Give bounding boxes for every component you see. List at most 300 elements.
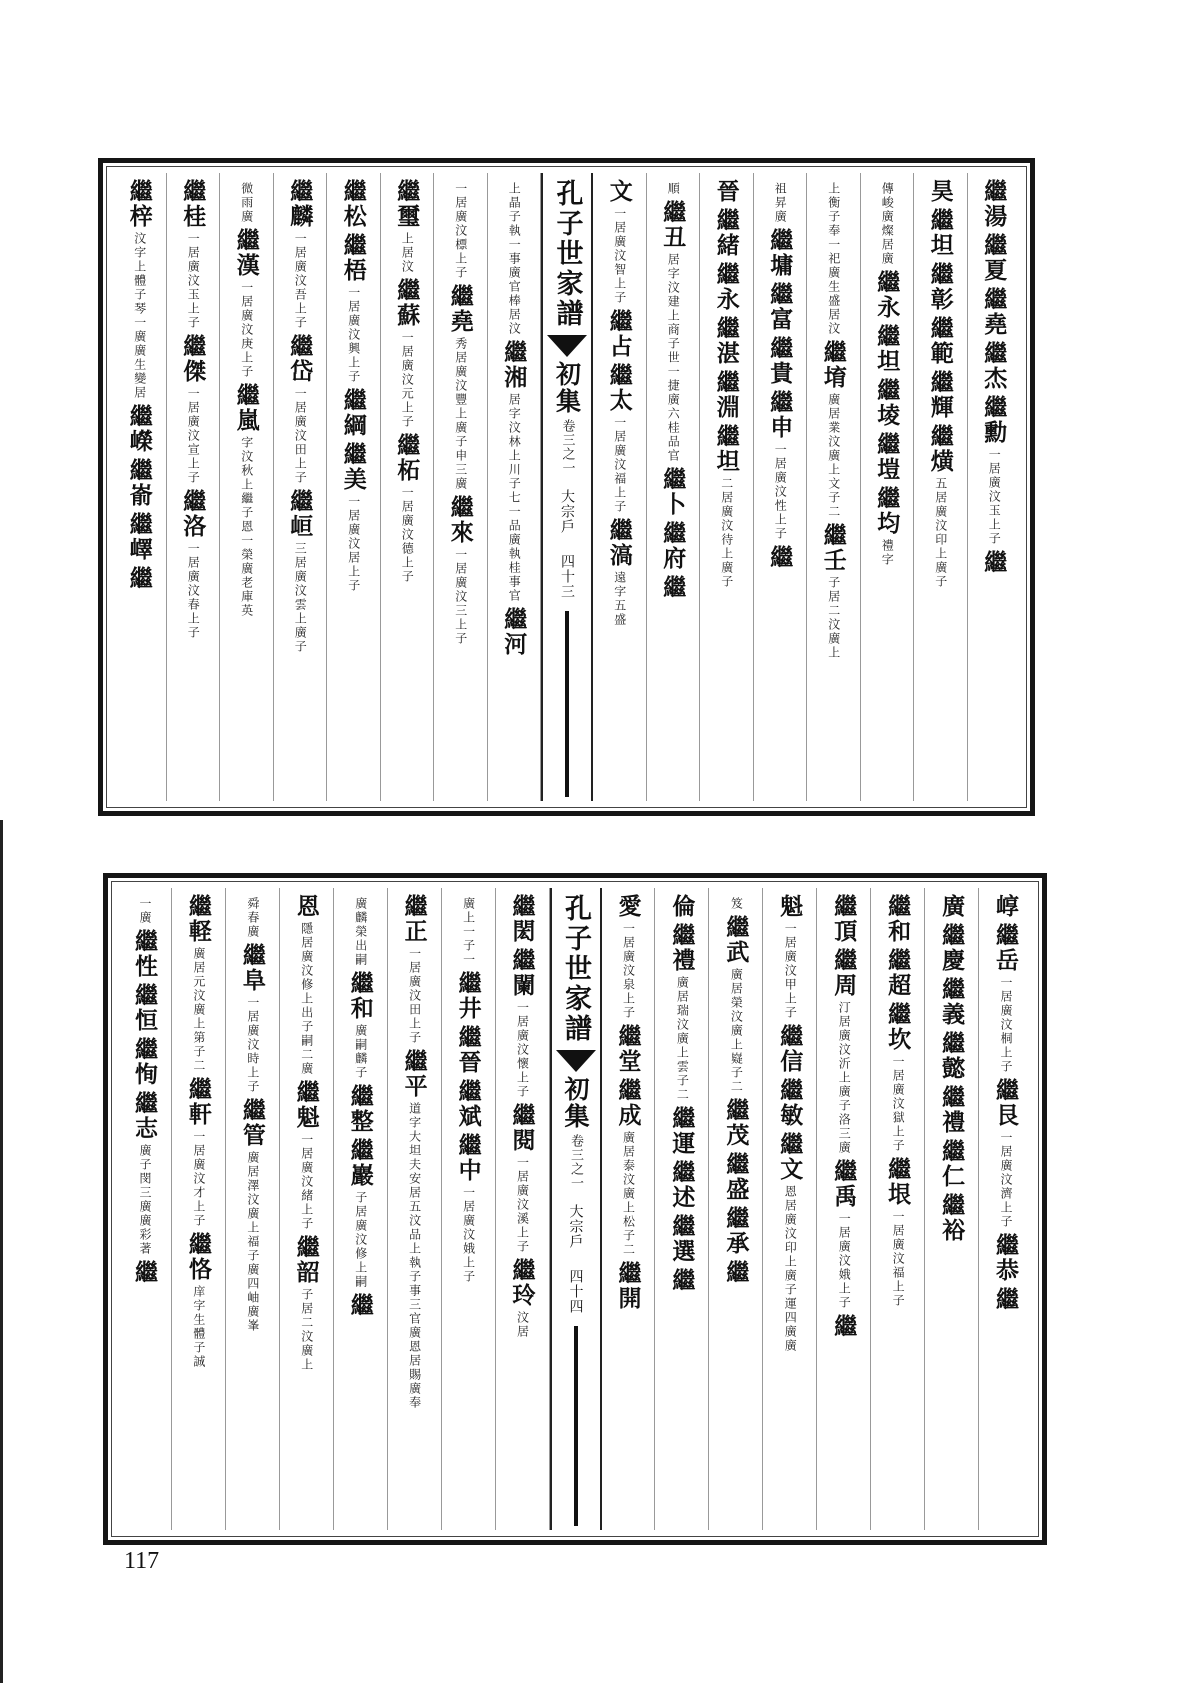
genealogy-column-right-3	[861, 173, 915, 801]
page-number: 117	[124, 1548, 160, 1574]
person-name: 繼夏	[980, 233, 1008, 283]
person-annotation: 道字大坦夫安居五汶品上執子事三官廣恩居賜廣奉	[407, 1102, 422, 1410]
person-name: 繼卜	[659, 467, 687, 517]
person-name: 繼緒	[712, 208, 740, 258]
person-name: 繼堯	[980, 287, 1008, 337]
person-annotation: 庠字生體子誠	[191, 1285, 206, 1369]
person-name: 繼垠	[884, 1157, 912, 1207]
person-annotation: 一居廣汶濟上子	[999, 1131, 1014, 1229]
genealogy-entry	[446, 495, 474, 646]
genealogy-entry	[506, 179, 521, 336]
genealogy-entry	[992, 1287, 1020, 1312]
genealogy-column-right-1	[979, 888, 1032, 1530]
person-name: 繼淵	[712, 370, 740, 420]
person-annotation: 一居廣汶才上子	[191, 1130, 206, 1228]
book-title: 孔子世家譜	[560, 894, 591, 1044]
person-name: 繼禮	[668, 923, 696, 973]
person-name: 繼岳	[992, 923, 1020, 973]
genealogy-entry	[232, 383, 260, 618]
person-name: 繼坦	[712, 424, 740, 474]
person-name: 繼河	[500, 607, 528, 657]
person-annotation: 一居廣汶春上子	[186, 542, 201, 640]
genealogy-column-right-6	[700, 173, 754, 801]
person-annotation: 廣居泰汶廣上松子二	[621, 1131, 636, 1257]
genealogy-entry	[232, 228, 260, 379]
genealogy-entry	[980, 233, 1008, 283]
person-name: 繼墉	[766, 228, 794, 278]
genealogy-entry	[884, 1002, 912, 1153]
person-name: 繼閎	[508, 894, 536, 944]
genealogy-entry	[346, 1138, 374, 1289]
person-name: 繼湛	[712, 316, 740, 366]
person-annotation: 二居廣汶待上廣子	[719, 477, 734, 589]
genealogy-entry	[722, 915, 750, 1094]
person-name: 繼整	[346, 1084, 374, 1134]
genealogy-entry	[766, 390, 794, 541]
genealogy-entry	[353, 894, 368, 967]
person-annotation: 秀居廣汶豐上廣子申三廣	[453, 337, 468, 491]
person-name: 繼性	[130, 929, 158, 979]
person-name: 愛	[614, 894, 642, 919]
person-name: 繼成	[614, 1078, 642, 1128]
person-name: 繼	[766, 545, 794, 570]
genealogy-leaf-top	[98, 158, 1035, 816]
genealogy-entry	[605, 518, 633, 627]
person-annotation: 一廣	[137, 897, 152, 925]
person-name: 繼丑	[659, 200, 687, 250]
genealogy-entry	[339, 233, 367, 384]
person-name: 繼富	[766, 282, 794, 332]
person-name: 繼玲	[508, 1258, 536, 1308]
genealogy-entry	[992, 1233, 1020, 1283]
person-name: 繼斌	[454, 1079, 482, 1129]
person-annotation: 一居廣汶甲上子	[783, 922, 798, 1020]
genealogy-entry	[454, 1025, 482, 1075]
genealogy-column-left-1	[496, 888, 550, 1530]
genealogy-entry	[454, 1133, 482, 1284]
genealogy-column-left-8	[118, 888, 172, 1530]
person-name: 繼晉	[454, 1025, 482, 1075]
genealogy-entry	[879, 179, 894, 266]
leaf-number: 四十三	[559, 554, 575, 599]
person-name: 繼嶧	[125, 512, 153, 562]
genealogy-entry	[980, 395, 1008, 546]
person-name: 繼坦	[873, 324, 901, 374]
person-name: 繼武	[722, 915, 750, 965]
genealogy-entry	[184, 1077, 212, 1228]
person-annotation: 一居廣汶興上子	[346, 286, 361, 384]
person-annotation: 一居廣汶德上子	[400, 486, 415, 584]
center-bar	[565, 611, 569, 797]
genealogy-entry	[614, 894, 642, 1020]
center-bar	[574, 1326, 578, 1526]
person-annotation: 一居廣汶田上子	[407, 947, 422, 1045]
genealogy-entry	[873, 270, 901, 320]
genealogy-entry	[292, 1080, 320, 1231]
genealogy-entry	[938, 923, 966, 973]
person-name: 繼湘	[500, 340, 528, 390]
person-annotation: 字汶秋上繼子恩一榮廣老庫英	[239, 436, 254, 618]
person-name: 繼輝	[926, 370, 954, 420]
person-annotation: 汶字上體子琴一廣廣生變居	[132, 232, 147, 400]
person-name: 恩	[292, 894, 320, 919]
person-name: 繼堯	[446, 284, 474, 334]
genealogy-column-right-1	[968, 173, 1021, 801]
genealogy-entry	[776, 1078, 804, 1128]
person-name: 繼和	[884, 894, 912, 944]
genealogy-entry	[728, 894, 743, 911]
person-name: 繼岱	[286, 334, 314, 384]
center-margin	[550, 888, 602, 1530]
genealogy-entry	[393, 179, 421, 274]
genealogy-entry	[245, 894, 260, 939]
genealogy-column-left-4	[327, 173, 381, 801]
person-name: 繼傑	[179, 334, 207, 384]
person-annotation: 一居廣汶桐上子	[999, 976, 1014, 1074]
person-name: 繼懿	[938, 1031, 966, 1081]
fishtail-mark	[547, 335, 587, 357]
person-annotation: 一居廣汶福上子	[612, 416, 627, 514]
genealogy-entry	[884, 948, 912, 998]
genealogy-column-right-5	[754, 173, 808, 801]
genealogy-entry	[766, 228, 794, 278]
person-name: 繼桂	[179, 179, 207, 229]
genealogy-entry	[980, 287, 1008, 337]
person-name: 繼艮	[992, 1078, 1020, 1128]
genealogy-column-left-5	[274, 173, 328, 801]
genealogy-entry	[393, 433, 421, 584]
genealogy-entry	[292, 894, 320, 1076]
person-annotation: 子居二汶廣上	[299, 1288, 314, 1372]
person-name: 繼承	[722, 1206, 750, 1256]
person-name: 繼開	[614, 1261, 642, 1311]
genealogy-entry	[508, 1258, 536, 1339]
person-annotation: 一居廣汶宣上子	[186, 387, 201, 485]
person-name: 繼蘇	[393, 278, 421, 328]
genealogy-entry	[179, 179, 207, 330]
bottom-columns	[118, 888, 1032, 1530]
genealogy-entry	[722, 1152, 750, 1202]
person-name: 繼	[668, 1268, 696, 1293]
person-name: 繼堂	[614, 1024, 642, 1074]
person-annotation: 廣居澤汶廣上福子廣四岫廣峯	[245, 1151, 260, 1333]
person-annotation: 一居廣汶庚上子	[239, 281, 254, 379]
genealogy-column-right-6	[709, 888, 763, 1530]
genealogy-entry	[393, 278, 421, 429]
genealogy-entry	[873, 324, 901, 374]
person-name: 崞	[992, 894, 1020, 919]
person-name: 繼中	[454, 1133, 482, 1183]
person-name: 繼梓	[125, 179, 153, 229]
person-name: 繼峘	[286, 489, 314, 539]
person-annotation: 順	[666, 182, 681, 196]
genealogy-column-left-4	[334, 888, 388, 1530]
person-name: 繼堉	[819, 340, 847, 390]
genealogy-entry	[508, 948, 536, 1099]
genealogy-entry	[668, 1268, 696, 1293]
genealogy-column-right-7	[655, 888, 709, 1530]
person-name: 繼信	[776, 1024, 804, 1074]
person-name: 繼義	[938, 977, 966, 1027]
person-annotation: 一居廣汶娥上子	[837, 1212, 852, 1310]
genealogy-entry	[776, 1024, 804, 1074]
person-name: 繼選	[668, 1214, 696, 1264]
person-annotation: 遠字五盛	[612, 571, 627, 627]
person-annotation: 微雨廣	[239, 182, 254, 224]
genealogy-entry	[286, 489, 314, 654]
person-annotation: 一居廣汶懷上子	[515, 1001, 530, 1099]
person-annotation: 一居廣汶智上子	[612, 207, 627, 305]
person-annotation: 一居廣汶泉上子	[621, 922, 636, 1020]
genealogy-entry	[130, 1091, 158, 1256]
person-name: 繼梧	[339, 233, 367, 283]
genealogy-column-right-8	[602, 888, 656, 1530]
person-name: 繼	[346, 1293, 374, 1318]
genealogy-entry	[286, 334, 314, 485]
person-name: 繼和	[346, 971, 374, 1021]
genealogy-column-right-3	[871, 888, 925, 1530]
genealogy-entry	[130, 1260, 158, 1285]
person-name: 繼綱	[339, 388, 367, 438]
person-annotation: 一居廣汶娥上子	[461, 1186, 476, 1284]
genealogy-entry	[992, 923, 1020, 1074]
genealogy-entry	[238, 943, 266, 1094]
genealogy-entry	[873, 432, 901, 482]
person-annotation: 廣居榮汶廣上嶷子二	[729, 968, 744, 1094]
person-name: 繼恒	[130, 983, 158, 1033]
person-name: 繼慶	[938, 923, 966, 973]
genealogy-entry	[766, 336, 794, 386]
volume-label: 初集	[561, 1076, 590, 1130]
person-name: 繼敏	[776, 1078, 804, 1128]
person-annotation: 上居汶	[400, 232, 415, 274]
genealogy-entry	[992, 1078, 1020, 1229]
person-name: 繼	[125, 566, 153, 591]
person-name: 繼松	[339, 179, 367, 229]
genealogy-entry	[668, 1214, 696, 1264]
person-annotation: 子居二汶廣上	[826, 576, 841, 660]
genealogy-entry	[500, 340, 528, 603]
person-annotation: 一居廣汶福上子	[891, 1210, 906, 1308]
person-annotation: 一居廣汶吾上子	[293, 232, 308, 330]
genealogy-column-left-7	[167, 173, 221, 801]
genealogy-entry	[614, 1261, 642, 1311]
person-name: 繼軽	[184, 894, 212, 944]
person-name: 繼坎	[884, 1002, 912, 1052]
top-columns	[113, 173, 1020, 801]
genealogy-entry	[938, 894, 966, 919]
genealogy-entry	[659, 200, 687, 463]
genealogy-entry	[614, 1024, 642, 1074]
person-name: 繼坦	[926, 208, 954, 258]
person-name: 魁	[776, 894, 804, 919]
genealogy-entry	[238, 1098, 266, 1333]
genealogy-entry	[926, 262, 954, 312]
genealogy-column-left-2	[442, 888, 496, 1530]
genealogy-entry	[454, 971, 482, 1021]
person-name: 繼	[722, 1260, 750, 1285]
genealogy-entry	[346, 1084, 374, 1134]
person-annotation: 傳峻廣燦居廣	[880, 182, 895, 266]
genealogy-column-left-1	[488, 173, 542, 801]
genealogy-entry	[926, 179, 954, 204]
person-annotation: 廣嗣麟子	[353, 1024, 368, 1080]
person-annotation: 汀居廣汶沂上廣子洛三廣	[837, 1001, 852, 1155]
book-title: 孔子世家譜	[551, 179, 583, 329]
genealogy-column-left-3	[388, 888, 442, 1530]
person-name: 繼壬	[819, 523, 847, 573]
person-name: 繼占	[605, 309, 633, 359]
genealogy-entry	[668, 894, 696, 919]
person-annotation: 一居廣汶標上子	[453, 182, 468, 280]
person-name: 繼嵐	[232, 383, 260, 433]
genealogy-entry	[346, 971, 374, 1080]
person-name: 繼裕	[938, 1193, 966, 1243]
genealogy-column-right-4	[817, 888, 871, 1530]
genealogy-entry	[819, 523, 847, 660]
person-name: 繼魁	[292, 1080, 320, 1130]
genealogy-column-left-7	[172, 888, 226, 1530]
person-annotation: 一居廣汶獄上子	[891, 1055, 906, 1153]
person-name: 繼平	[400, 1049, 428, 1099]
person-name: 繼軒	[184, 1077, 212, 1127]
person-name: 繼阜	[238, 943, 266, 993]
genealogy-entry	[873, 378, 901, 428]
genealogy-entry	[712, 262, 740, 312]
genealogy-entry	[712, 370, 740, 420]
genealogy-entry	[926, 316, 954, 366]
person-annotation: 廣子閔三廣廣彩著	[137, 1144, 152, 1256]
person-name: 繼禮	[938, 1085, 966, 1135]
person-annotation: 恩居廣汶印上廣子運四廣廣	[783, 1185, 798, 1353]
genealogy-entry	[830, 1314, 858, 1339]
genealogy-column-right-7	[647, 173, 701, 801]
genealogy-column-left-6	[226, 888, 280, 1530]
genealogy-entry	[339, 388, 367, 438]
person-name: 繼茂	[722, 1098, 750, 1148]
genealogy-entry	[500, 607, 528, 657]
genealogy-entry	[776, 1132, 804, 1353]
person-name: 繼恭	[992, 1233, 1020, 1283]
genealogy-column-left-5	[280, 888, 334, 1530]
person-name: 繼禹	[830, 1159, 858, 1209]
person-name: 繼彰	[926, 262, 954, 312]
genealogy-entry	[980, 179, 1008, 229]
genealogy-entry	[980, 341, 1008, 391]
genealogy-entry	[830, 1159, 858, 1310]
person-name: 繼塏	[873, 432, 901, 482]
genealogy-entry	[605, 309, 633, 359]
genealogy-entry	[125, 512, 153, 562]
genealogy-entry	[668, 1106, 696, 1156]
person-name: 繼柘	[393, 433, 421, 483]
genealogy-entry	[712, 179, 740, 204]
person-annotation: 一居廣汶居上子	[346, 495, 361, 593]
genealogy-column-left-6	[220, 173, 274, 801]
genealogy-entry	[926, 370, 954, 420]
person-name: 繼管	[238, 1098, 266, 1148]
person-name: 繼堎	[873, 378, 901, 428]
person-name: 繼滈	[605, 518, 633, 568]
person-name: 繼麟	[286, 179, 314, 229]
genealogy-column-right-4	[807, 173, 861, 801]
genealogy-entry	[239, 179, 254, 224]
person-name: 繼璽	[393, 179, 421, 229]
genealogy-entry	[400, 1049, 428, 1410]
person-name: 繼恪	[184, 1232, 212, 1282]
person-name: 晉	[712, 179, 740, 204]
chapter-label: 卷三之一	[559, 419, 575, 475]
genealogy-entry	[668, 1160, 696, 1210]
person-name: 繼文	[776, 1132, 804, 1182]
person-annotation: 上衡子奉一祀廣生盛居汶	[826, 182, 841, 336]
genealogy-entry	[884, 894, 912, 944]
genealogy-entry	[184, 1232, 212, 1369]
person-annotation: 舜春廣	[245, 897, 260, 939]
person-name: 昊	[926, 179, 954, 204]
person-name: 繼井	[454, 971, 482, 1021]
person-annotation: 居字汶林上川子七一品廣執桂事官	[507, 393, 522, 603]
person-name: 繼仁	[938, 1139, 966, 1189]
person-name: 繼熿	[926, 424, 954, 474]
genealogy-column-left-3	[381, 173, 435, 801]
person-annotation: 一居廣汶性上子	[773, 443, 788, 541]
genealogy-entry	[712, 208, 740, 258]
person-annotation: 廣麟榮出嗣	[353, 897, 368, 967]
genealogy-entry	[766, 282, 794, 332]
branch-label: 大宗戶	[567, 1204, 584, 1249]
genealogy-entry	[659, 521, 687, 571]
genealogy-entry	[453, 179, 468, 280]
genealogy-entry	[125, 566, 153, 591]
person-name: 繼	[992, 1287, 1020, 1312]
person-name: 繼正	[400, 894, 428, 944]
person-name: 繼	[980, 550, 1008, 575]
genealogy-entry	[926, 424, 954, 589]
person-name: 繼閱	[508, 1103, 536, 1153]
genealogy-entry	[722, 1260, 750, 1285]
person-annotation: 一居廣汶時上子	[245, 996, 260, 1094]
fishtail-mark	[556, 1050, 596, 1072]
branch-label: 大宗戶	[559, 489, 575, 534]
genealogy-entry	[508, 1103, 536, 1254]
person-name: 繼	[830, 1314, 858, 1339]
person-name: 繼	[659, 575, 687, 600]
person-name: 繼府	[659, 521, 687, 571]
genealogy-column-left-2	[434, 173, 488, 801]
genealogy-entry	[508, 894, 536, 944]
volume-label: 初集	[552, 361, 582, 415]
genealogy-entry	[446, 284, 474, 491]
genealogy-entry	[712, 424, 740, 589]
genealogy-column-right-2	[925, 888, 979, 1530]
genealogy-column-right-2	[914, 173, 968, 801]
genealogy-leaf-bottom	[103, 873, 1047, 1545]
genealogy-entry	[830, 948, 858, 1155]
genealogy-entry	[819, 340, 847, 519]
genealogy-entry	[668, 923, 696, 1102]
genealogy-entry	[400, 894, 428, 1045]
genealogy-entry	[292, 1235, 320, 1372]
person-name: 繼周	[830, 948, 858, 998]
person-name: 繼永	[712, 262, 740, 312]
person-annotation: 一居廣汶元上子	[400, 331, 415, 429]
genealogy-entry	[776, 894, 804, 1020]
chapter-label: 卷三之一	[568, 1134, 583, 1190]
genealogy-entry	[826, 179, 841, 336]
person-annotation: 一居廣汶溪上子	[515, 1156, 530, 1254]
genealogy-entry	[125, 458, 153, 508]
